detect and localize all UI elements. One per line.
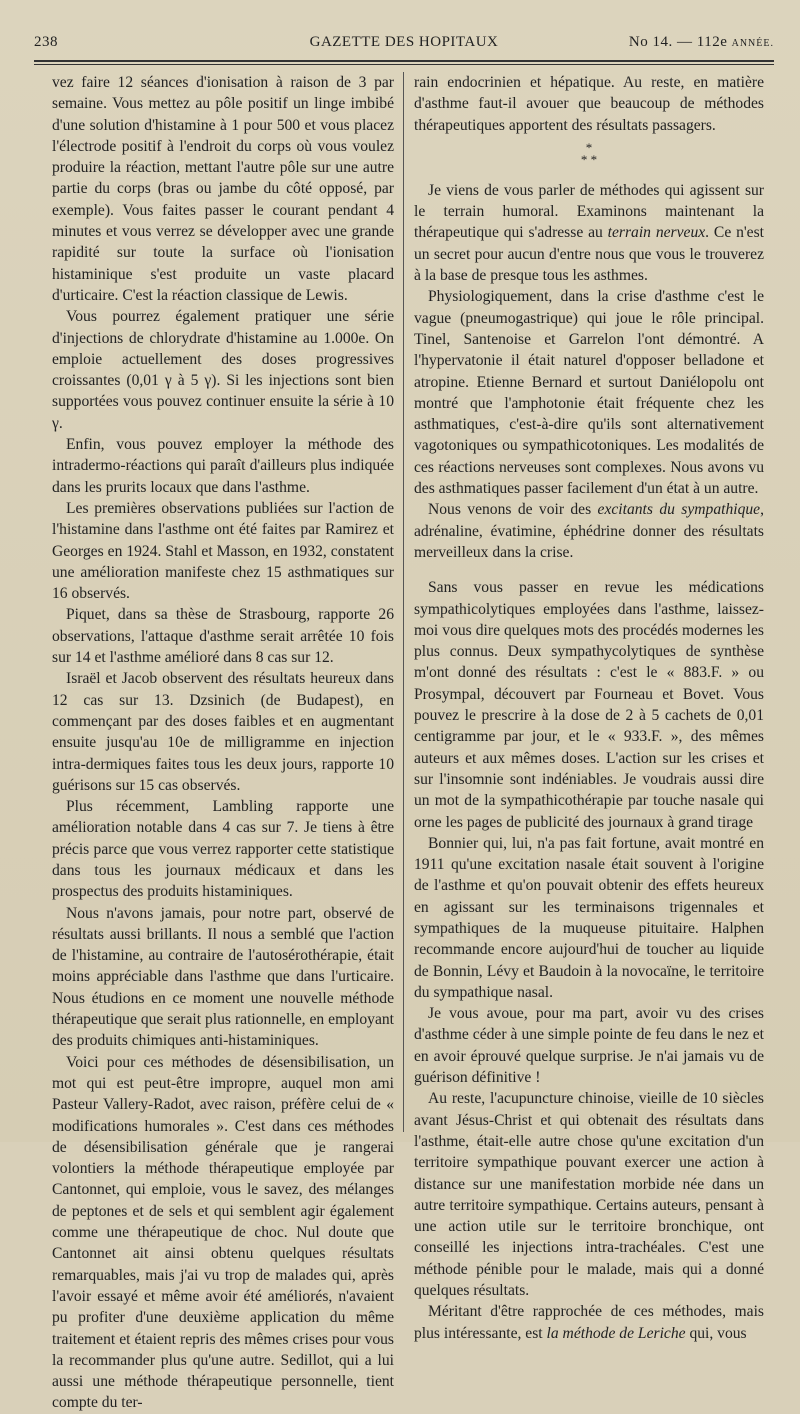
page-header: [34, 34, 774, 58]
paragraph: Au reste, l'acupuncture chinoise, vieille de 10 siècles avant Jésus-Christ et qui obtenait des résultats dans l'asthme, était-elle autre chose qu'une excitation d'un territoire sympathique pouvant exercer une action à distance sur une manifestation morbide née dans un autre territoire sympathique. Certains auteurs, pensant à une action utile sur le territoire bronchique, ont conseillé les injections intra-trachéales. C'est une méthode pénible pour le malade, mais qui a donné quelques résultats.: [414, 1090, 764, 1300]
paragraph: [414, 180, 764, 286]
header-rule: [34, 60, 774, 65]
paragraph: [414, 499, 764, 563]
issue-suffix: ANNÉE.: [731, 38, 774, 49]
text-run: qui, vous: [685, 1324, 747, 1342]
right-column: [414, 72, 764, 1344]
paragraph: vez faire 12 séances d'ionisation à raison de 3 par semaine. Vous mettez au pôle positif un linge imbibé d'une solution d'histamine à 1 pour 500 et vous placez l'électrode positif à l'endroit du corps où vous voulez produire la réaction, mettant l'autre pôle sur une autre partie du corps (bras ou jambe du côté opposé, par exemple). Vous faites passer le courant pendant 4 minutes et vous verrez se développer avec une grande rapidité sur toute la surface où l'ionisation histaminique s'est produite un vaste placard d'urticaire. C'est la réaction classique de Lewis.: [52, 74, 394, 304]
paragraph: Piquet, dans sa thèse de Strasbourg, rapporte 26 observations, l'attaque d'asthme serait arrêtée 10 fois sur 14 et l'asthme amélioré dans 8 cas sur 12.: [52, 606, 394, 667]
paragraph: Vous pourrez également pratiquer une série d'injections de chlorydrate d'histamine au 1.000e. On emploie actuellement des doses progressives croissantes (0,01 γ à 5 γ). Si les injections sont bien supportées vous pouvez continuer ensuite la série à 10 γ.: [52, 308, 394, 432]
paragraph: Plus récemment, Lambling rapporte une amélioration notable dans 4 cas sur 7. Je tiens à être précis parce que vous verrez rapporter cette statistique dans tous les journaux médicaux et dans les prospectus des produits histaminiques.: [52, 798, 394, 901]
page-number: 238: [34, 34, 58, 50]
paragraph: Nous n'avons jamais, pour notre part, observé de résultats aussi brillants. Il nous a semblé que l'action de l'histamine, au contraire de l'autosérothérapie, était moins appréciable dans l'asthme que dans l'urticaire. Nous étudions en ce moment une nouvelle méthode thérapeutique que serait plus rationnelle, en employant des produits chimiques anti-histaminiques.: [52, 904, 394, 1050]
column-divider: [403, 72, 404, 1132]
paragraph: Sans vous passer en revue les médications sympathicolytiques employées dans l'asthme, laissez-moi vous dire quelques mots des procédés modernes les plus connus. Deux sympathycolytiques de synthèse m'ont donné des résultats : c'est le « 883.F. » ou Prosympal, découvert par Fourneau et Bovet. Vous pouvez le prescrire à la dose de 2 à 5 cachets de 0,01 centigramme par jour, et le « 933.F. », des mêmes auteurs et aux mêmes doses. L'action sur les crises et sur l'insomnie sont indéniables. Je voudrais aussi dire un mot de la sympathicothérapie par touche nasale qui orne les pages de publicité des journaux à grand tirage: [414, 579, 764, 831]
section-separator: * * *: [580, 139, 598, 167]
text-run: . Ce n'est un secret pour aucun d'entre nous que vous le trouverez à la base de presque tous les asthmes.: [414, 224, 765, 285]
paragraph: Physiologiquement, dans la crise d'asthme c'est le vague (pneumogastrique) qui joue le rôle principal. Tinel, Santenoise et Garrelon l'ont démontré. A l'hypervatonie il était naturel d'opposer belladone et atropine. Etienne Bernard et surtout Daniélopolu ont montré que l'amphotonie était fréquente chez les asthmatiques, c'est-à-dire qu'ils sont alternativement vagotoniques ou sympathicotoniques. Les modalités de ces réactions nerveuses sont complexes. Nous avons vu des asthmatiques passer facilement d'un état à un autre.: [414, 288, 764, 498]
paragraph-gap: [414, 563, 764, 577]
text-run: Méritant d'être rapprochée de ces méthodes, mais plus intéressante, est: [414, 1303, 764, 1342]
paragraph: Les premières observations publiées sur l'action de l'histamine dans l'asthme ont été faites par Ramirez et Georges en 1924. Stahl et Masson, en 1932, constatent une amélioration manifeste chez 15 asthmatiques sur 16 observés.: [52, 499, 394, 603]
text-run: Je viens de vous parler de méthodes qui agissent sur le terrain humoral. Examinons maintenant la thérapeutique qui s'adresse au: [414, 181, 764, 242]
paragraph: Enfin, vous pouvez employer la méthode des intradermo-réactions qui paraît d'ailleurs plus indiquée dans les prurits locaux que dans l'asthme.: [52, 436, 394, 496]
paragraph: Voici pour ces méthodes de désensibilisation, un mot qui est peut-être impropre, auquel mon ami Pasteur Vallery-Radot, avec raison, préfère celui de « modifications humorales ». C'est dans ces méthodes de désensibilisation générale que je rangerai volontiers la méthode thérapeutique employée par Cantonnet, qui emploie, vous le savez, des mélanges de peptones et de sels et qui semblent agir également comme une thérapeutique de choc. Nul doute que Cantonnet ait ainsi obtenu quelques résultats remarquables, mais j'ai vu trop de malades qui, après l'avoir essayé et même avoir été améliorés, n'avaient pu profiter d'une deuxième application du même traitement et étaient repris des mêmes crises pour vous la recommander plus qu'une autre. Sedillot, qui a lui aussi une méthode thérapeutique personnelle, tient compte du ter-: [52, 1053, 394, 1412]
paragraph: Israël et Jacob observent des résultats heureux dans 12 cas sur 13. Dzsinich (de Budapest), en commençant par des doses faibles et en augmentant ensuite jusqu'au 10e de milligramme en injection intra-dermiques faites tous les deux jours, rapporte 10 guérisons sur 15 cas observés.: [52, 670, 394, 794]
journal-title: GAZETTE DES HOPITAUX: [309, 34, 499, 50]
paragraph: [414, 1301, 764, 1344]
text-run: Nous venons de voir des: [428, 501, 598, 519]
emphasis: terrain nerveux: [607, 224, 706, 242]
emphasis: la méthode de Leriche: [546, 1324, 686, 1342]
text-run: , adrénaline, évatimine, éphédrine donner des résultats merveilleux dans la crise.: [414, 501, 764, 561]
paragraph: rain endocrinien et hépatique. Au reste, en matière d'asthme faut-il avouer que beaucoup de méthodes thérapeutiques apportent des résultats passagers.: [414, 74, 764, 134]
paragraph: Je vous avoue, pour ma part, avoir vu des crises d'asthme céder à une simple pointe de feu dans le nez et en avoir éprouvé quelque surprise. Je n'ai jamais vu de guérison définitive !: [414, 1005, 764, 1087]
issue-number: [629, 34, 774, 51]
paragraph: Bonnier qui, lui, n'a pas fait fortune, avait montré en 1911 qu'une excitation nasale était souvent à l'origine de l'asthme et qu'on pouvait obtenir des effets heureux en agissant sur les terminaisons trigennales et sympathiques de la muqueuse pituitaire. Halphen recommande encore aujourd'hui de toucher au liquide de Bonnin, Lévy et Baudoin à la novocaïne, le territoire du sympathique nasal.: [414, 834, 764, 1001]
emphasis: excitants du sympathique: [597, 501, 761, 519]
issue-label: No 14. — 112e: [628, 34, 728, 50]
left-column: [52, 72, 394, 1414]
